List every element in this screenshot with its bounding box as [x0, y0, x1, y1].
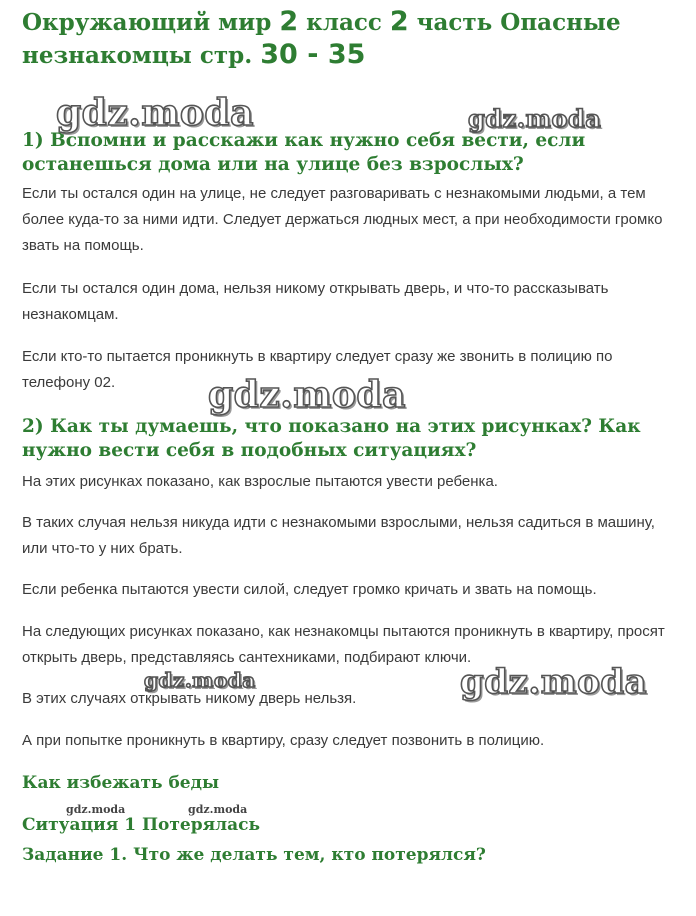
section-2-heading: 2) Как ты думаешь, что показано на этих рисунках? Как нужно вести себя в подобных ситуациях? [22, 416, 641, 461]
page-title: Окружающий мир 2 класс 2 часть Опасные незнакомцы стр. 30 - 35 [22, 6, 621, 70]
watermark-logo: gdz.moda [460, 662, 648, 702]
watermark-logo: gdz.moda [56, 92, 254, 134]
watermark-logo: gdz.moda [468, 104, 602, 133]
section-1-paragraph-2: Если ты остался один дома, нельзя никому открывать дверь, и что-то рассказывать незнакомцам. [22, 280, 609, 323]
section-2-paragraph-4: На следующих рисунках показано, как незнакомцы пытаются проникнуть в квартиру, просят открыть дверь, представляясь сантехниками, подбирают ключи. [22, 623, 665, 666]
watermark-logo: gdz.moda [66, 803, 126, 816]
situation-heading: Ситуация 1 Потерялась [22, 815, 261, 835]
section-1-heading: 1) Вспомни и расскажи как нужно себя вести, если останешься дома или на улице без взрослых? [22, 130, 586, 175]
section-2-paragraph-1: На этих рисунках показано, как взрослые пытаются увести ребенка. [22, 473, 498, 490]
task-heading: Задание 1. Что же делать тем, кто потерялся? [22, 845, 486, 865]
section-2-paragraph-3: Если ребенка пытаются увести силой, следует громко кричать и звать на помощь. [22, 581, 597, 598]
subsection-heading: Как избежать беды [22, 773, 219, 793]
watermark-logo: gdz.moda [188, 803, 248, 816]
section-2-paragraph-5: В этих случаях открывать никому дверь нельзя. [22, 690, 357, 707]
section-1-paragraph-1: Если ты остался один на улице, не следует разговаривать с незнакомыми людьми, а тем более куда-то за ними идти. Следует держаться людных мест, а при необходимости громко звать на помощь. [22, 185, 663, 254]
section-2-paragraph-6: А при попытке проникнуть в квартиру, сразу следует позвонить в полицию. [22, 732, 545, 749]
watermark-logo: gdz.moda [208, 374, 406, 416]
section-1-paragraph-3: Если кто-то пытается проникнуть в квартиру следует сразу же звонить в полицию по телефону 02. [22, 348, 613, 391]
section-2-paragraph-2: В таких случая нельзя никуда идти с незнакомыми взрослыми, нельзя садиться в машину, или что-то у них брать. [22, 514, 655, 557]
watermark-logo: gdz.moda [144, 668, 256, 692]
